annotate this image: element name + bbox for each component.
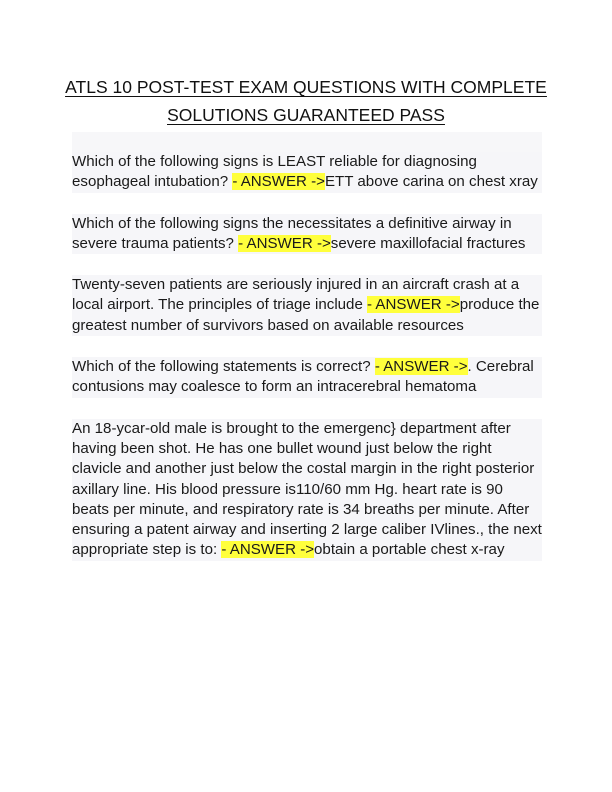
answer-text: severe maxillofacial fractures — [330, 234, 526, 252]
answer-marker: - ANSWER -> — [238, 234, 331, 252]
shaded-band — [72, 132, 542, 154]
answer-marker: - ANSWER -> — [374, 358, 468, 376]
qa-item-3 — [72, 275, 542, 336]
question-text: An 18-ycar-old male is brought to the emergenc} department after having been shot. He has one bullet wound just below the right clavicle and another just below the costal margin in the right posterior axillary line. His blood pressure is110/60 mm Hg. heart rate is 90 beats per minute, and respiratory rate is 34 breaths per minute. After ensuring a patent airway and inserting 2 large caliber IVlines., the next appropriate step is to: — [72, 419, 542, 559]
question-text: Twenty-seven patients are seriously injured in an aircraft crash at a local airport. The principles of triage include — [72, 276, 520, 314]
answer-text: . Cerebral contusions may coalesce to form an intracerebral hematoma — [72, 358, 534, 396]
title-line-2: SOLUTIONS GUARANTEED PASS — [167, 105, 445, 125]
qa-item-5 — [72, 419, 542, 561]
question-text: Which of the following signs the necessitates a definitive airway in severe trauma patients? — [72, 214, 512, 252]
answer-text: obtain a portable chest x-ray — [314, 541, 505, 559]
question-text: Which of the following signs is LEAST reliable for diagnosing esophageal intubation? — [72, 153, 477, 191]
question-text: Which of the following statements is correct? — [72, 358, 375, 376]
document-title — [60, 74, 552, 128]
qa-item-1 — [72, 152, 542, 193]
title-line-1: ATLS 10 POST-TEST EXAM QUESTIONS WITH COMPLETE — [65, 77, 547, 97]
qa-list — [72, 152, 542, 582]
answer-text: produce the greatest number of survivors based on available resources — [72, 296, 540, 334]
qa-item-4 — [72, 357, 542, 398]
answer-marker: - ANSWER -> — [232, 173, 325, 191]
answer-marker: - ANSWER -> — [367, 296, 460, 314]
answer-marker: - ANSWER -> — [221, 541, 315, 559]
answer-text: ETT above carina on chest xray — [324, 173, 538, 191]
qa-item-2 — [72, 214, 542, 255]
